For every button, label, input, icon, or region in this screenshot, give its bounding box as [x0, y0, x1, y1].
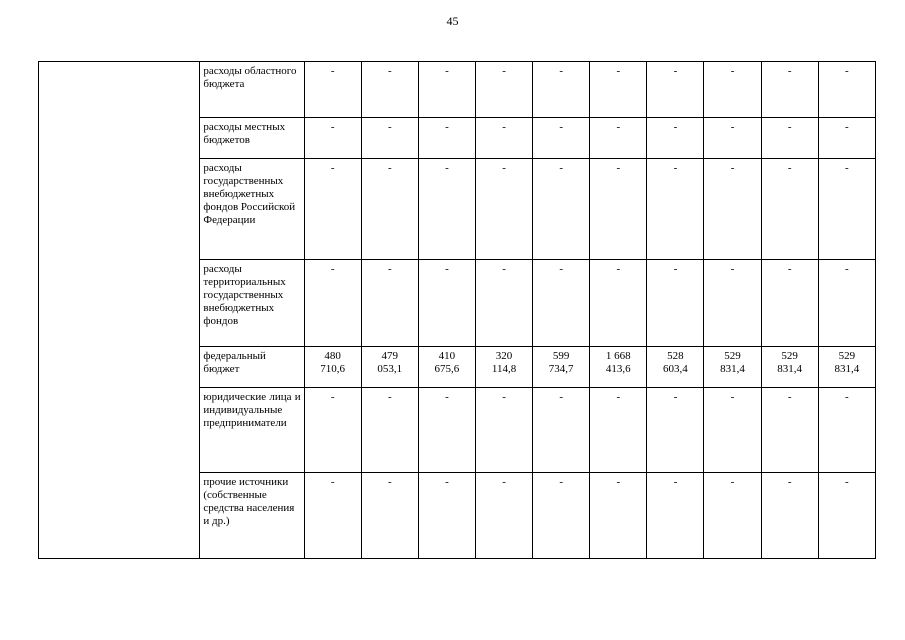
value-cell: -: [647, 118, 704, 159]
value-cell: -: [704, 388, 761, 473]
value-cell: -: [647, 388, 704, 473]
value-cell: -: [590, 62, 647, 118]
value-cell: -: [590, 118, 647, 159]
value-cell: -: [418, 388, 475, 473]
value-cell: -: [533, 159, 590, 260]
value-cell: -: [304, 388, 361, 473]
value-thousands: 529: [838, 350, 856, 362]
value-cell: -: [761, 62, 818, 118]
value-cell: -: [533, 388, 590, 473]
value-cell: -: [361, 473, 418, 559]
value-remainder: 831,4: [777, 363, 803, 375]
value-cell: -: [418, 473, 475, 559]
row-label: юридические лица и индивидуальные предприниматели: [200, 388, 304, 473]
row-label: расходы местных бюджетов: [200, 118, 304, 159]
value-cell: -: [704, 260, 761, 347]
value-thousands: 528: [667, 350, 684, 362]
value-thousands: 410: [438, 350, 456, 362]
value-cell: [475, 347, 532, 388]
value-cell: -: [533, 62, 590, 118]
value-remainder: 734,7: [548, 363, 574, 375]
value-thousands: 1 668: [605, 350, 631, 362]
value-remainder: 710,6: [320, 363, 346, 375]
value-cell: -: [818, 473, 875, 559]
value-cell: -: [647, 473, 704, 559]
value-cell: -: [418, 62, 475, 118]
value-cell: -: [304, 159, 361, 260]
value-cell: -: [704, 118, 761, 159]
value-remainder: 831,4: [720, 363, 745, 375]
value-cell: [647, 347, 704, 388]
table-row: [39, 62, 876, 118]
value-cell: -: [475, 260, 532, 347]
value-cell: -: [475, 388, 532, 473]
value-cell: -: [704, 159, 761, 260]
value-cell: [361, 347, 418, 388]
value-cell: -: [475, 118, 532, 159]
value-cell: -: [647, 159, 704, 260]
value-cell: -: [647, 62, 704, 118]
row-label: федеральный бюджет: [200, 347, 304, 388]
value-remainder: 603,4: [663, 363, 688, 375]
merged-blank-cell: [39, 62, 200, 559]
value-cell: -: [761, 159, 818, 260]
value-thousands: 320: [495, 350, 513, 362]
value-cell: -: [818, 388, 875, 473]
value-cell: -: [304, 473, 361, 559]
row-label: расходы областного бюджета: [200, 62, 304, 118]
page-number: 45: [446, 14, 459, 28]
row-label: прочие источники (собственные средства населения и др.): [200, 473, 304, 559]
value-remainder: 831,4: [834, 363, 860, 375]
value-cell: -: [818, 62, 875, 118]
value-thousands: 529: [724, 350, 741, 362]
value-thousands: 480: [324, 350, 341, 362]
value-cell: [761, 347, 818, 388]
value-cell: -: [418, 118, 475, 159]
row-label: расходы государственных внебюджетных фондов Российской Федерации: [200, 159, 304, 260]
value-cell: -: [418, 260, 475, 347]
value-cell: -: [761, 260, 818, 347]
value-cell: [533, 347, 590, 388]
value-cell: -: [475, 159, 532, 260]
budget-table: [38, 61, 876, 559]
value-thousands: 599: [552, 350, 570, 362]
value-remainder: 053,1: [377, 363, 403, 375]
value-remainder: 675,6: [434, 363, 460, 375]
value-cell: -: [590, 473, 647, 559]
value-cell: [818, 347, 875, 388]
value-remainder: 114,8: [491, 363, 517, 375]
value-cell: -: [533, 473, 590, 559]
value-cell: -: [647, 260, 704, 347]
value-cell: -: [418, 159, 475, 260]
value-cell: -: [304, 118, 361, 159]
value-cell: -: [818, 159, 875, 260]
value-cell: -: [533, 260, 590, 347]
value-cell: -: [761, 388, 818, 473]
value-cell: -: [761, 118, 818, 159]
value-cell: -: [818, 118, 875, 159]
value-cell: -: [361, 159, 418, 260]
value-cell: -: [590, 159, 647, 260]
value-cell: -: [304, 62, 361, 118]
value-cell: -: [704, 473, 761, 559]
value-cell: [704, 347, 761, 388]
value-remainder: 413,6: [605, 363, 631, 375]
value-cell: -: [590, 260, 647, 347]
value-cell: -: [361, 388, 418, 473]
value-cell: -: [361, 118, 418, 159]
value-cell: -: [475, 473, 532, 559]
value-cell: -: [704, 62, 761, 118]
value-cell: -: [475, 62, 532, 118]
value-thousands: 529: [781, 350, 798, 362]
value-cell: -: [361, 62, 418, 118]
value-cell: [590, 347, 647, 388]
value-cell: -: [761, 473, 818, 559]
row-label: расходы территориальных государственных внебюджетных фондов: [200, 260, 304, 347]
value-cell: [418, 347, 475, 388]
value-cell: -: [361, 260, 418, 347]
value-cell: -: [818, 260, 875, 347]
value-thousands: 479: [381, 350, 399, 362]
value-cell: -: [533, 118, 590, 159]
value-cell: -: [590, 388, 647, 473]
value-cell: -: [304, 260, 361, 347]
value-cell: [304, 347, 361, 388]
